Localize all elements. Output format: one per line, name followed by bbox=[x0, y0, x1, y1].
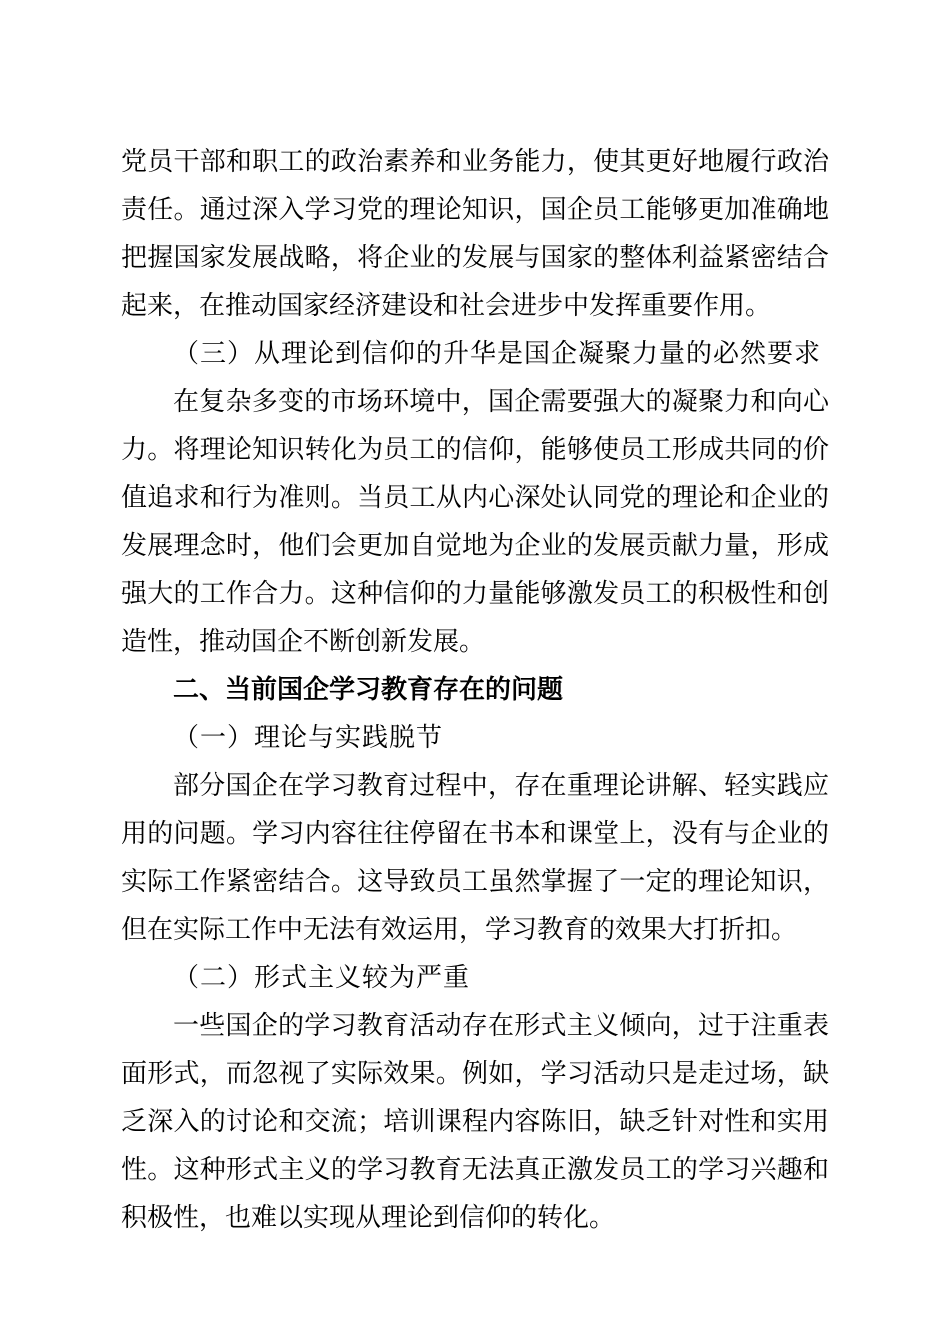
subheading-3: （三）从理论到信仰的升华是国企凝聚力量的必然要求 bbox=[173, 339, 822, 369]
paragraph-continuation: 党员干部和职工的政治素养和业务能力，使其更好地履行政治责任。通过深入学习党的理论知识，国企员工能够更加准确地把握国家发展战略，将企业的发展与国家的整体利益紧密结合起来，在推动国家经济建设和社会进步中发挥重要作用。 bbox=[121, 147, 829, 321]
subheading-2: （二）形式主义较为严重 bbox=[173, 963, 471, 993]
paragraph-theory-practice: 部分国企在学习教育过程中，存在重理论讲解、轻实践应用的问题。学习内容往往停留在书本和课堂上，没有与企业的实际工作紧密结合。这导致员工虽然掌握了一定的理论知识，但在实际工作中无法有效运用，学习教育的效果大打折扣。 bbox=[121, 771, 829, 945]
paragraph-cohesion: 在复杂多变的市场环境中，国企需要强大的凝聚力和向心力。将理论知识转化为员工的信仰，能够使员工形成共同的价值追求和行为准则。当员工从内心深处认同党的理论和企业的发展理念时，他们会更加自觉地为企业的发展贡献力量，形成强大的工作合力。这种信仰的力量能够激发员工的积极性和创造性，推动国企不断创新发展。 bbox=[121, 387, 829, 657]
section-heading-2: 二、当前国企学习教育存在的问题 bbox=[173, 675, 564, 705]
paragraph-formalism: 一些国企的学习教育活动存在形式主义倾向，过于注重表面形式，而忽视了实际效果。例如，学习活动只是走过场，缺乏深入的讨论和交流；培训课程内容陈旧，缺乏针对性和实用性。这种形式主义的学习教育无法真正激发员工的学习兴趣和积极性，也难以实现从理论到信仰的转化。 bbox=[121, 1011, 829, 1233]
document-body bbox=[121, 138, 829, 1242]
subheading-1: （一）理论与实践脱节 bbox=[173, 723, 444, 753]
